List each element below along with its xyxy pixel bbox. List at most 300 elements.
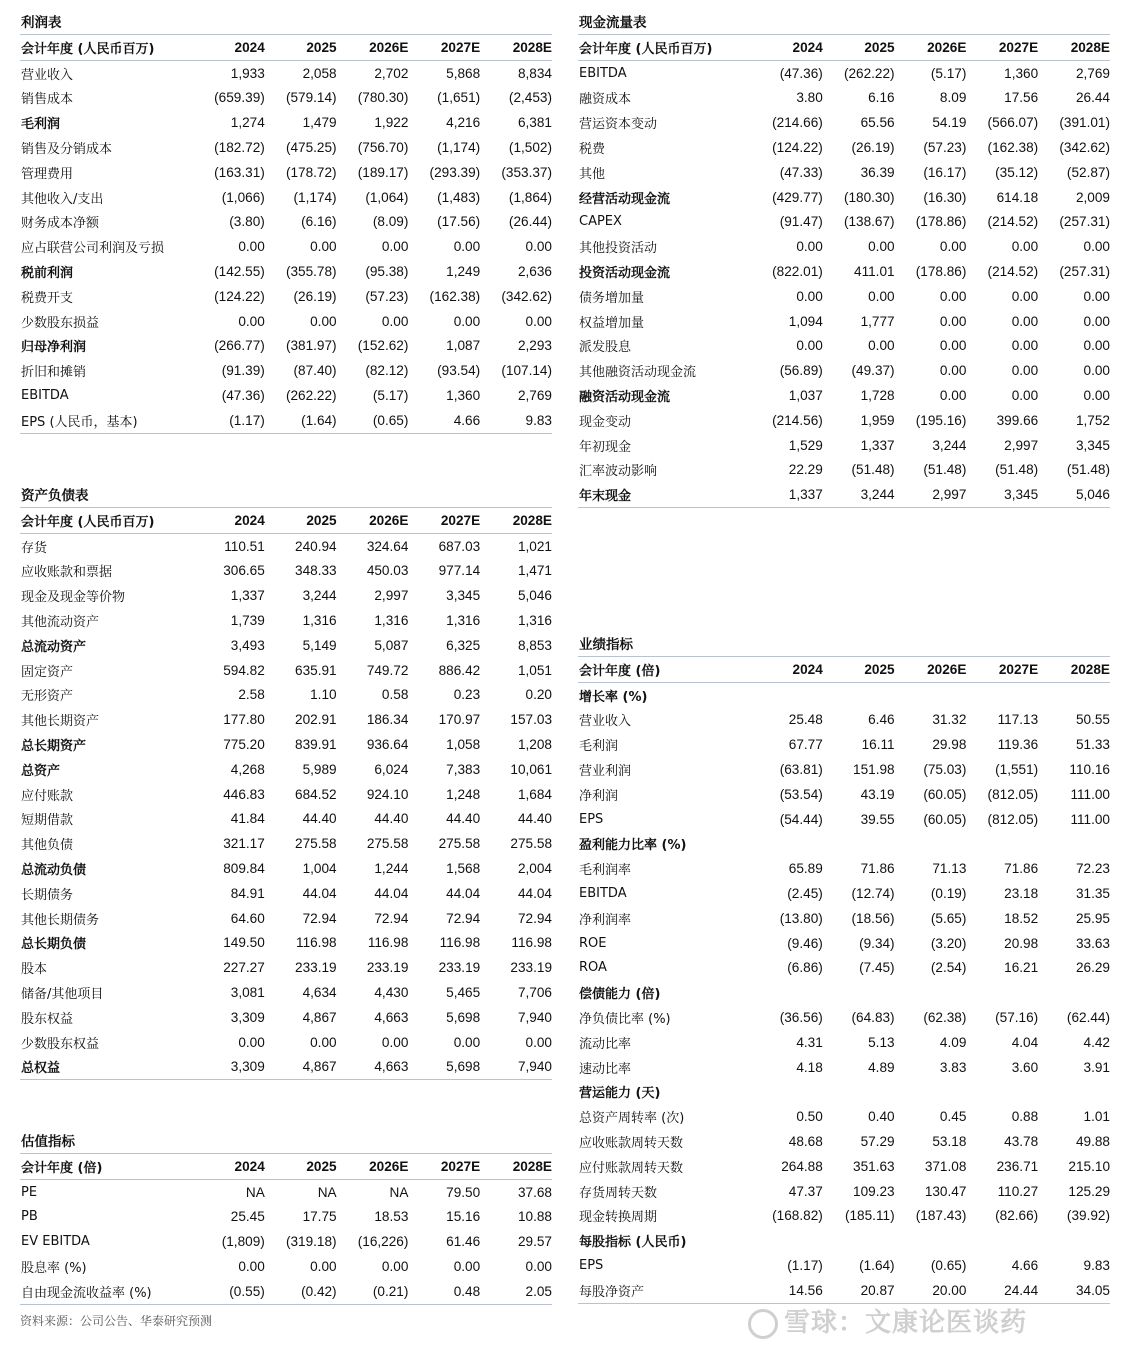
cell-value: 0.00 (310, 1259, 337, 1275)
cell-value: 2,004 (517, 861, 552, 877)
cell-value: 0.58 (381, 687, 409, 703)
row-label: 总流动资产 (21, 639, 87, 655)
cell-value: 809.84 (223, 861, 265, 877)
cell-value: 0.00 (939, 363, 967, 379)
cell-value: 0.00 (1011, 363, 1039, 379)
cell-value: 3.60 (1011, 1059, 1039, 1075)
panel-title: 估值指标 (20, 1131, 552, 1154)
cell-value: 0.00 (1011, 239, 1039, 255)
cell-value: 0.00 (939, 388, 967, 404)
cell-value: (26.19) (293, 288, 337, 304)
cell-value: 1,208 (517, 737, 552, 753)
table-row (578, 1055, 1110, 1080)
header-year: 2024 (193, 1154, 265, 1179)
cell-value: 109.23 (853, 1183, 895, 1199)
table-row (20, 732, 552, 757)
row-label: 总长期负债 (21, 937, 87, 953)
cell-value: (2.45) (787, 886, 823, 902)
header-row (20, 35, 552, 60)
cell-value: (342.62) (1059, 140, 1110, 156)
table-row (20, 807, 552, 832)
cell-value: 16.11 (861, 737, 895, 753)
cell-value: 2,997 (895, 482, 967, 507)
table-row (578, 1278, 1110, 1303)
table-row (20, 931, 552, 956)
cell-value: (812.05) (987, 786, 1039, 802)
row-label: 营业收入 (21, 67, 74, 83)
header-year: 2024 (751, 657, 823, 682)
table-row (578, 309, 1110, 334)
cell-value (751, 832, 823, 857)
table-row (20, 658, 552, 683)
cell-value: (319.18) (285, 1234, 337, 1250)
cell-value: 275.58 (510, 836, 552, 852)
cell-value: 687.03 (438, 538, 481, 554)
income-table (20, 35, 552, 434)
cell-value: (124.22) (214, 288, 265, 304)
cell-value: (0.65) (930, 1258, 967, 1274)
cell-value: 53.18 (932, 1134, 967, 1150)
cell-value: 1,933 (230, 65, 265, 81)
cell-value: 1,058 (446, 737, 481, 753)
cell-value: 17.75 (302, 1209, 337, 1225)
cell-value: 18.53 (374, 1209, 409, 1225)
cell-value: 3,493 (230, 637, 265, 653)
row-label: 销售成本 (21, 92, 74, 108)
table-row (578, 234, 1110, 259)
row-label: 总资产周转率 (次) (579, 1111, 685, 1127)
cell-value: 3,081 (230, 985, 265, 1001)
row-label: 营运能力 (天) (579, 1086, 661, 1102)
row-label: 其他 (579, 166, 606, 182)
cell-value: 749.72 (366, 662, 409, 678)
table-row (20, 831, 552, 856)
cell-value: 48.68 (788, 1134, 823, 1150)
cell-value: (1,483) (437, 189, 481, 205)
cell-value: 2,769 (1075, 65, 1110, 81)
header-year: 2026E (337, 35, 409, 60)
header-year: 2026E (895, 35, 967, 60)
cell-value: 264.88 (781, 1158, 823, 1174)
balance-sheet-panel (20, 485, 552, 1080)
cell-value: 20.00 (895, 1278, 967, 1303)
cell-value: 20.87 (823, 1278, 895, 1303)
table-row (578, 832, 1110, 857)
cell-value: (47.36) (779, 65, 823, 81)
header-year: 2027E (408, 508, 480, 533)
cell-value: (1,651) (437, 90, 481, 106)
header-year: 2028E (480, 508, 552, 533)
row-label: 存货 (21, 540, 48, 556)
row-label: 每股指标 (人民币) (579, 1235, 687, 1251)
cell-value: 411.01 (854, 264, 895, 280)
row-label: ROE (579, 935, 607, 951)
cell-value: 306.65 (223, 563, 265, 579)
cell-value: 6,381 (517, 115, 552, 131)
cell-value: 1,249 (446, 264, 481, 280)
cell-value: (7.45) (859, 960, 895, 976)
cell-value: 0.00 (868, 239, 895, 255)
cell-value: 0.00 (796, 288, 823, 304)
panel-title: 资产负债表 (20, 485, 552, 508)
header-row (578, 657, 1110, 682)
cell-value: (756.70) (357, 140, 409, 156)
cell-value: 4.42 (1083, 1034, 1110, 1050)
cell-value: 1,316 (446, 613, 481, 629)
table-row (20, 210, 552, 235)
cell-value: (180.30) (843, 189, 895, 205)
cell-value: 1,316 (517, 613, 552, 629)
cell-value: 72.94 (517, 910, 552, 926)
cell-value: 924.10 (366, 786, 409, 802)
table-row (20, 707, 552, 732)
cell-value: (353.37) (501, 164, 552, 180)
cell-value: (1,174) (293, 189, 337, 205)
cell-value (1038, 1228, 1110, 1253)
row-label: EBITDA (579, 886, 627, 902)
cell-value: 233.19 (295, 960, 337, 976)
panel-title: 业绩指标 (578, 634, 1110, 657)
table-row (578, 881, 1110, 906)
table-row (20, 881, 552, 906)
row-label: 无形资产 (21, 689, 74, 705)
cell-value: (1,502) (508, 140, 552, 156)
cell-value: 44.04 (302, 885, 337, 901)
cell-value: 3,345 (966, 482, 1038, 507)
cell-value: 72.23 (1075, 861, 1110, 877)
cell-value: (56.89) (779, 363, 823, 379)
header-year: 2024 (751, 35, 823, 60)
row-label: EPS (579, 811, 604, 827)
table-row (578, 433, 1110, 458)
cell-value: (266.77) (214, 338, 265, 354)
cell-value: 1.10 (310, 687, 337, 703)
cell-value: (262.22) (843, 65, 895, 81)
cell-value: (57.23) (365, 288, 409, 304)
header-row (20, 508, 552, 533)
cell-value: (566.07) (987, 115, 1039, 131)
cell-value: 215.10 (1068, 1158, 1110, 1174)
cell-value: 3,345 (1075, 437, 1110, 453)
cell-value: (57.23) (923, 140, 967, 156)
cell-value: (91.39) (221, 363, 265, 379)
table-row (578, 708, 1110, 733)
header-year: 2024 (193, 508, 265, 533)
row-label: ROA (579, 960, 607, 976)
cell-value: 44.40 (517, 811, 552, 827)
cell-value: 2,997 (1004, 437, 1039, 453)
cell-value: 202.91 (295, 712, 337, 728)
cell-value: 65.56 (860, 115, 895, 131)
cell-value: 72.94 (374, 910, 409, 926)
table-row (20, 309, 552, 334)
cell-value: (163.31) (214, 164, 265, 180)
cell-value: 1,360 (446, 388, 481, 404)
table-row (20, 1055, 552, 1080)
table-row (20, 160, 552, 185)
row-label: CAPEX (579, 214, 622, 230)
header-label: 会计年度 (人民币百万) (578, 35, 751, 60)
cell-value: 29.98 (932, 737, 967, 753)
table-row (20, 1254, 552, 1279)
cell-value: 72.94 (302, 910, 337, 926)
cell-value: 886.42 (438, 662, 481, 678)
cell-value: 0.20 (525, 687, 552, 703)
cell-value: (1,066) (221, 189, 265, 205)
cell-value: (16,226) (357, 1234, 409, 1250)
table-row (20, 110, 552, 135)
row-label: 其他负债 (21, 838, 74, 854)
cell-value: 348.33 (295, 563, 337, 579)
income-statement-panel (20, 12, 552, 434)
table-row (578, 956, 1110, 981)
cell-value: 4.09 (939, 1034, 967, 1050)
row-label: PE (21, 1184, 38, 1200)
cell-value: (1,174) (437, 140, 481, 156)
table-row (578, 906, 1110, 931)
table-row (578, 284, 1110, 309)
table-row (20, 906, 552, 931)
cell-value: 18.52 (1004, 910, 1039, 926)
cell-value: 0.00 (939, 288, 967, 304)
row-label: PB (21, 1209, 38, 1225)
cell-value: 36.39 (860, 164, 895, 180)
row-label: 折旧和摊销 (21, 365, 87, 381)
header-year: 2024 (193, 35, 265, 60)
cell-value: (107.14) (501, 363, 552, 379)
cell-value: 936.64 (366, 737, 409, 753)
cell-value: 116.98 (296, 935, 337, 951)
row-label: 应占联营公司利润及亏损 (21, 241, 165, 257)
cell-value: 4.18 (796, 1059, 823, 1075)
cell-value: 57.29 (860, 1134, 895, 1150)
cell-value: (659.39) (214, 90, 265, 106)
cell-value: 7,940 (480, 1055, 552, 1080)
header-year: 2027E (408, 1154, 480, 1179)
cell-value: 614.18 (996, 189, 1039, 205)
cell-value: 84.91 (230, 885, 265, 901)
table-row (20, 60, 552, 85)
cell-value: 1,274 (230, 115, 265, 131)
cell-value: 4.66 (1011, 1258, 1039, 1274)
cell-value: (82.12) (365, 363, 409, 379)
cell-value (895, 682, 967, 707)
table-row (20, 1030, 552, 1055)
cell-value: 0.00 (868, 338, 895, 354)
cell-value: (53.54) (779, 786, 823, 802)
cell-value: 275.58 (295, 836, 337, 852)
cell-value: (18.56) (851, 910, 895, 926)
table-row (578, 682, 1110, 707)
cell-value: 1,051 (517, 662, 552, 678)
cell-value: (293.39) (429, 164, 481, 180)
cell-value: 20.98 (1004, 935, 1039, 951)
cell-value (895, 1228, 967, 1253)
cell-value: 371.08 (924, 1158, 967, 1174)
cell-value: (195.16) (915, 412, 967, 428)
row-label: 营运资本变动 (579, 117, 658, 133)
header-year: 2025 (823, 35, 895, 60)
cell-value: 1,316 (374, 613, 409, 629)
cell-value: (812.05) (987, 811, 1039, 827)
cell-value: 0.00 (868, 288, 895, 304)
cell-value: 44.40 (446, 811, 481, 827)
cell-value: 111.00 (1070, 786, 1110, 802)
table-row (578, 383, 1110, 408)
cell-value: 157.03 (510, 712, 552, 728)
header-year: 2025 (265, 508, 337, 533)
row-label: 股息率 (%) (21, 1261, 87, 1277)
row-label: EBITDA (579, 65, 627, 81)
cell-value: 25.48 (788, 712, 823, 728)
table-row (20, 185, 552, 210)
cell-value: (64.83) (851, 1010, 895, 1026)
cell-value: 5,465 (446, 985, 481, 1001)
row-label: 现金变动 (579, 414, 632, 430)
cell-value: (57.16) (995, 1010, 1039, 1026)
row-label: 营业收入 (579, 714, 632, 730)
cell-value (823, 682, 895, 707)
cell-value: 3,309 (230, 1009, 265, 1025)
cell-value: (5.65) (930, 910, 967, 926)
cell-value: 8,853 (517, 637, 552, 653)
cell-value: 0.00 (453, 313, 481, 329)
cell-value: 2,009 (1075, 189, 1110, 205)
metrics-panel (578, 634, 1110, 1304)
cell-value: 9.83 (1083, 1258, 1110, 1274)
cell-value: 71.86 (860, 861, 895, 877)
row-label: 股东权益 (21, 1011, 74, 1027)
cell-value: 0.00 (381, 313, 409, 329)
cell-value: (780.30) (357, 90, 409, 106)
cell-value: 399.66 (996, 412, 1039, 428)
row-label: 长期债务 (21, 887, 74, 903)
cell-value: 6.16 (868, 90, 895, 106)
table-row (578, 458, 1110, 483)
table-row (20, 259, 552, 284)
header-year: 2025 (265, 35, 337, 60)
cell-value: 31.32 (932, 712, 967, 728)
cell-value: (51.48) (1066, 462, 1110, 478)
cell-value: (257.31) (1059, 264, 1110, 280)
row-label: 固定资产 (21, 664, 74, 680)
cell-value: NA (389, 1184, 409, 1200)
row-label: 税费 (579, 142, 606, 158)
table-row (20, 683, 552, 708)
row-label: 财务成本净额 (21, 216, 100, 232)
cell-value: (189.17) (357, 164, 409, 180)
cell-value: (168.82) (772, 1208, 823, 1224)
table-row (578, 1204, 1110, 1229)
cell-value: 7,940 (517, 1009, 552, 1025)
row-label: 销售及分销成本 (21, 142, 113, 158)
cell-value: 351.63 (853, 1158, 895, 1174)
cell-value: 34.05 (1038, 1278, 1110, 1303)
cell-value: (429.77) (772, 189, 823, 205)
cell-value: 233.19 (438, 960, 481, 976)
row-label: 投资活动现金流 (579, 266, 671, 282)
row-label: 总长期资产 (21, 739, 87, 755)
cell-value: 44.40 (374, 811, 409, 827)
cell-value: 4,216 (446, 115, 481, 131)
cell-value: (214.56) (772, 412, 823, 428)
cell-value: 5,989 (302, 761, 337, 777)
table-row (20, 358, 552, 383)
cell-value (751, 1228, 823, 1253)
cell-value: 3,244 (302, 588, 337, 604)
cell-value: 6,325 (446, 637, 481, 653)
cell-value: 2.05 (480, 1279, 552, 1304)
cell-value: (475.25) (285, 140, 337, 156)
row-label: EPS (579, 1258, 604, 1274)
cell-value: 324.64 (366, 538, 409, 554)
cell-value: (16.30) (923, 189, 967, 205)
cell-value: 0.00 (1011, 313, 1039, 329)
table-row (578, 1129, 1110, 1154)
cell-value: 0.00 (453, 239, 481, 255)
cell-value: 0.00 (939, 239, 967, 255)
table-row (20, 757, 552, 782)
cell-value: 170.97 (438, 712, 481, 728)
cash-flow-panel (578, 12, 1110, 508)
row-label: 少数股东权益 (21, 1036, 100, 1052)
cell-value: (51.48) (995, 462, 1039, 478)
cell-value: 117.13 (997, 712, 1039, 728)
cell-value (966, 1080, 1038, 1105)
table-row (578, 334, 1110, 359)
row-label: 存货周转天数 (579, 1185, 658, 1201)
cell-value (751, 1080, 823, 1105)
table-row (578, 1179, 1110, 1204)
cell-value: 0.00 (525, 313, 552, 329)
header-year: 2027E (966, 657, 1038, 682)
cell-value: 450.03 (366, 563, 409, 579)
cell-value: (1,064) (365, 189, 409, 205)
cell-value: 1,004 (302, 861, 337, 877)
cell-value: (381.97) (285, 338, 337, 354)
cell-value: (152.62) (357, 338, 409, 354)
cell-value: 0.00 (1083, 313, 1110, 329)
header-label: 会计年度 (人民币百万) (20, 508, 193, 533)
cell-value: 49.88 (1075, 1134, 1110, 1150)
cell-value: 4,634 (302, 985, 337, 1001)
cell-value: 4,867 (265, 1055, 337, 1080)
table-row (578, 259, 1110, 284)
cell-value: (0.21) (337, 1279, 409, 1304)
row-label: 每股净资产 (578, 1278, 751, 1303)
cell-value: 6,024 (374, 761, 409, 777)
row-label: 流动比率 (579, 1036, 632, 1052)
table-row (578, 931, 1110, 956)
cell-value: 1,777 (860, 313, 895, 329)
snowball-logo-icon (748, 1309, 778, 1339)
cell-value: (1,809) (221, 1234, 265, 1250)
cell-value: 275.58 (438, 836, 481, 852)
header-year: 2027E (966, 35, 1038, 60)
cell-value: 111.00 (1070, 811, 1110, 827)
row-label: 债务增加量 (579, 290, 645, 306)
table-row (578, 782, 1110, 807)
cell-value: (1,864) (508, 189, 552, 205)
header-year: 2025 (823, 657, 895, 682)
row-label: 偿债能力 (倍) (579, 987, 661, 1003)
cell-value: 1,037 (788, 388, 823, 404)
row-label: 汇率波动影响 (579, 464, 658, 480)
cell-value (751, 980, 823, 1005)
cell-value: 25.45 (230, 1209, 265, 1225)
row-label: 净负债比率 (%) (579, 1012, 671, 1028)
cell-value: (187.43) (915, 1208, 967, 1224)
